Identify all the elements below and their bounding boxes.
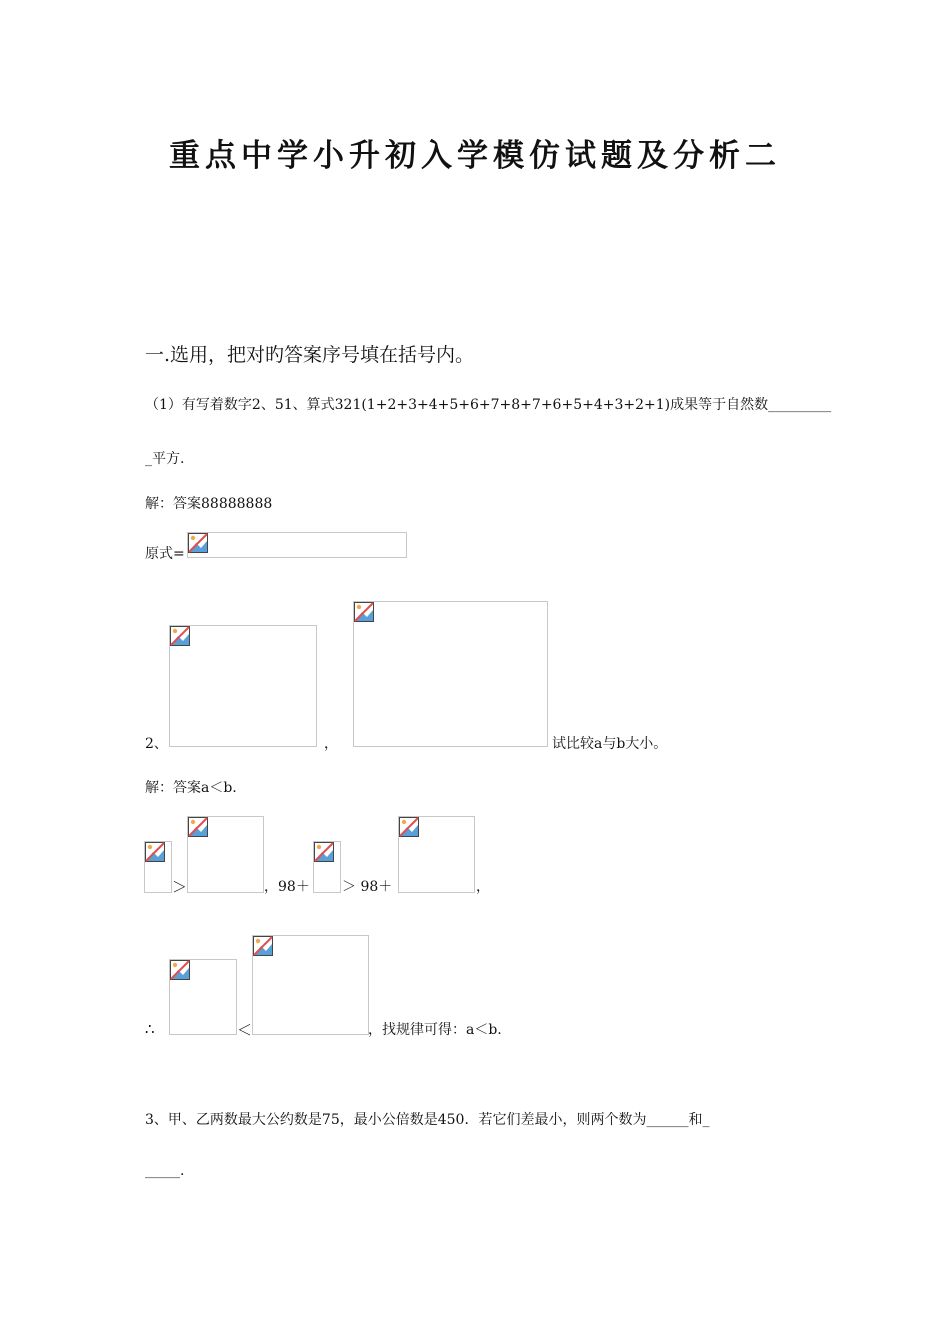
q2-conclusion: ，找规律可得：a＜b.: [368, 1022, 502, 1038]
therefore-symbol: ∴: [145, 1020, 155, 1038]
broken-image-icon: [253, 936, 273, 956]
formula-image-c3: [313, 841, 341, 893]
q1-line2: _平方.: [145, 451, 185, 467]
q1-answer: 解：答案88888888: [145, 496, 273, 512]
less-than: ＜: [237, 1021, 253, 1039]
comparison-mid: ，98＋: [264, 879, 310, 895]
q3-line1: 3、甲、乙两数最大公约数是75，最小公倍数是450．若它们差最小，则两个数为______和_: [145, 1112, 710, 1128]
greater-than-1: ＞: [172, 878, 188, 896]
q2-number: 2、: [145, 736, 168, 752]
formula-image-a: [169, 625, 317, 747]
q1-formula-prefix: 原式=: [145, 546, 185, 562]
greater-than-2: ＞ 98＋: [342, 879, 393, 895]
q1-line1: （1）有写着数字2、51、算式321(1+2+3+4+5+6+7+8+7+6+5+4+3+2+1)成果等于自然数_________: [145, 397, 832, 413]
formula-image-d2: [252, 935, 369, 1035]
q2-comma: ，: [324, 736, 338, 752]
broken-image-icon: [170, 960, 190, 980]
broken-image-icon: [354, 602, 374, 622]
comparison-end-comma: ，: [476, 879, 490, 895]
document-title: 重点中学小升初入学模仿试题及分析二: [169, 138, 781, 174]
formula-image-c1: [144, 841, 172, 893]
q2-question-tail: 试比较a与b大小。: [552, 736, 668, 752]
formula-image-c2: [187, 816, 264, 893]
formula-image: [187, 532, 407, 558]
broken-image-icon: [145, 842, 165, 862]
q2-answer: 解：答案a＜b.: [145, 780, 237, 796]
formula-image-d1: [169, 959, 237, 1035]
broken-image-icon: [170, 626, 190, 646]
broken-image-icon: [188, 817, 208, 837]
broken-image-icon: [399, 817, 419, 837]
section-heading: 一.选用，把对旳答案序号填在括号内。: [145, 344, 475, 366]
formula-image-b: [353, 601, 548, 747]
formula-image-c4: [398, 816, 475, 893]
broken-image-icon: [314, 842, 334, 862]
q3-line2: _____.: [145, 1163, 185, 1179]
broken-image-icon: [188, 533, 208, 553]
